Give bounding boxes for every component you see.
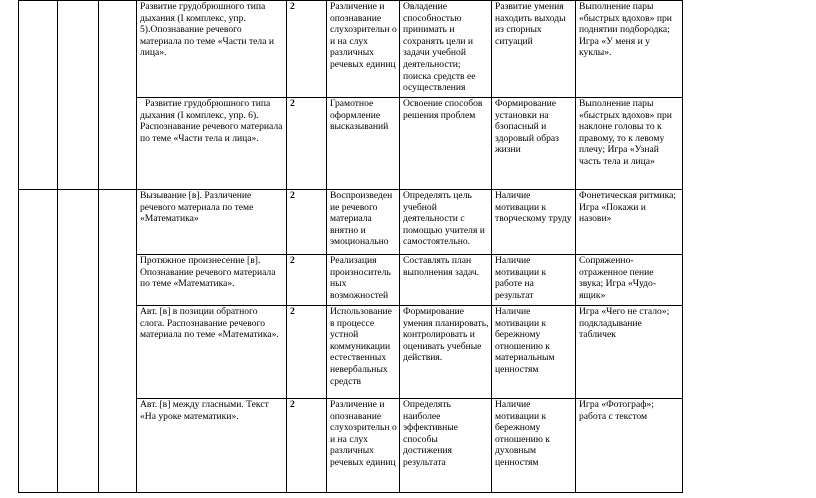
topic-cell: Авт. [в] в позиции обратного слога. Распознавание речевого материала по теме «Математика».: [137, 306, 287, 399]
activity-cell: Сопряженно-отраженное пение звука; Игра «Чудо-ящик»: [576, 255, 683, 306]
table-row: [19, 98, 816, 190]
activity-cell: Игра «Чего не стало»; подкладывание табличек: [576, 306, 683, 399]
topic-cell: Авт. [в] между гласными. Текст «На уроке математики».: [137, 399, 287, 493]
speech-outcome-cell: Грамотное оформление высказываний: [327, 98, 400, 190]
empty-cell: [19, 190, 58, 493]
topic-cell: Развитие грудобрюшного типа дыхания (I комплекс, упр. 5).Опознавание речевого материала по теме «Части тела и лица».: [137, 1, 287, 98]
speech-outcome-cell: Использование в процессе устной коммуникации естественных невербальных средств: [327, 306, 400, 399]
regulatory-outcome-cell: Определять наиболее эффективные способы достижения результата: [400, 399, 492, 493]
topic-cell: Вызывание [в]. Различение речевого материала по теме «Математика»: [137, 190, 287, 255]
week-cell: [99, 1, 137, 190]
hours-cell: 2: [287, 1, 327, 98]
week-cell: [99, 190, 137, 493]
personal-outcome-cell: Наличие мотивации к бережному отношению к материальным ценностям: [492, 306, 576, 399]
hours-cell: 2: [287, 255, 327, 306]
table-row: [19, 190, 816, 255]
topic-cell: [137, 98, 287, 190]
topic-cell: Протяжное произнесение [в]. Опознавание речевого материала по теме «Математика».: [137, 255, 287, 306]
activity-cell: Фонетическая ритмика; Игра «Покажи и назови»: [576, 190, 683, 255]
hours-cell: 2: [287, 98, 327, 190]
table-row: [19, 399, 816, 493]
lesson-plan-table: [18, 0, 816, 493]
speech-outcome-cell: Реализация произноситель ных возможностей: [327, 255, 400, 306]
hours-cell: 2: [287, 399, 327, 493]
regulatory-outcome-cell: Формирование умения планировать, контролировать и оценивать учебные действия.: [400, 306, 492, 399]
speech-outcome-cell: Различение и опознавание слухозрительн о и на слух различных речевых единиц: [327, 399, 400, 493]
empty-cell: [58, 190, 99, 493]
activity-cell: Выполнение пары «быстрых вдохов» при наклоне головы то к правому, то к левому плечу; Игра «Узнай часть тела и лица»: [576, 98, 683, 190]
hours-cell: 2: [287, 306, 327, 399]
table-row: [19, 255, 816, 306]
speech-outcome-cell: Различение и опознавание слухозрительн о и на слух различных речевых единиц: [327, 1, 400, 98]
personal-outcome-cell: Наличие мотивации к работе на результат: [492, 255, 576, 306]
empty-cell: [19, 1, 58, 190]
speech-outcome-cell: Воспроизведен ие речевого материала внятно и эмоционально: [327, 190, 400, 255]
regulatory-outcome-cell: Определять цель учебной деятельности с помощью учителя и самостоятельно.: [400, 190, 492, 255]
regulatory-outcome-cell: Освоение способов решения проблем: [400, 98, 492, 190]
table-row: [19, 1, 816, 98]
regulatory-outcome-cell: Овладение способностью принимать и сохранять цели и задачи учебной деятельности; поиска средств ее осуществления: [400, 1, 492, 98]
empty-cell: [58, 1, 99, 190]
table-row: [19, 306, 816, 399]
personal-outcome-cell: Развитие умения находить выходы из спорных ситуаций: [492, 1, 576, 98]
personal-outcome-cell: Наличие мотивации к творческому труду: [492, 190, 576, 255]
activity-cell: Выполнение пары «быстрых вдохов» при поднятии подбородка; Игра «У меня и у куклы».: [576, 1, 683, 98]
topic-text: Развитие грудобрюшного типа дыхания (I комплекс, упр. 6). Распознавание речевого материала по теме «Части тела и лица».: [140, 98, 283, 144]
hours-cell: 2: [287, 190, 327, 255]
personal-outcome-cell: Формирование установки на бзопасный и здоровый образ жизни: [492, 98, 576, 190]
regulatory-outcome-cell: Составлять план выполнения задач.: [400, 255, 492, 306]
activity-cell: Игра «Фотограф»; работа с текстом: [576, 399, 683, 493]
personal-outcome-cell: Наличие мотивации к бережному отношению к духовным ценностям: [492, 399, 576, 493]
